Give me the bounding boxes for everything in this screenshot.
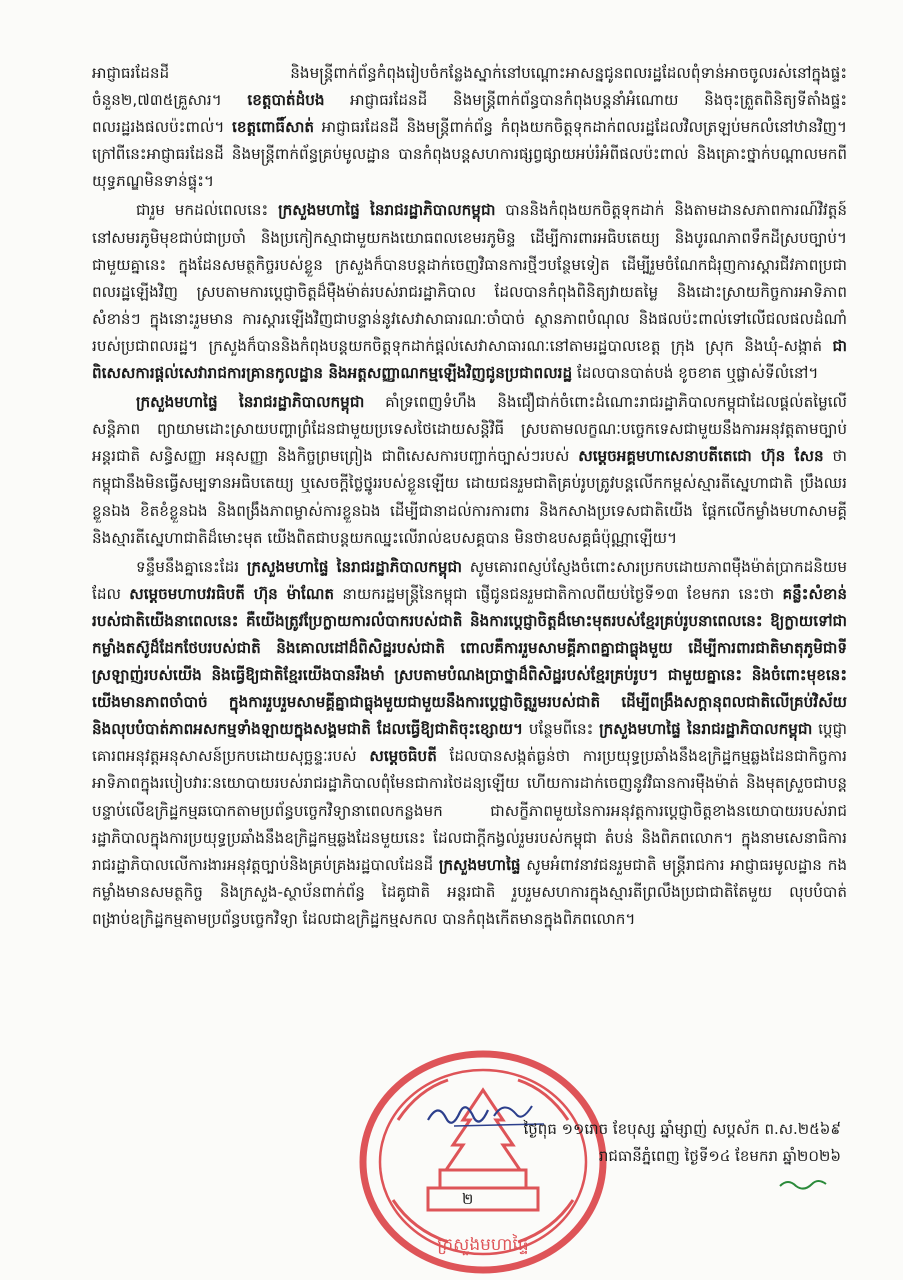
bold-run: ជាពិសេសការផ្ដល់សេវារាជការគ្រានកូលដ្ឋាន និងអត្តសញ្ញាណកម្មឡើងវិញជូនប្រជាពលរដ្ឋ <box>92 336 847 383</box>
bold-run: ខេត្តបាត់ដំបង <box>247 91 325 110</box>
text-run: សូមគោរពស្ញប់ស្ញែងចំពោះសារប្រកបដោយភាពម៉ឺងម៉ាត់ប្រាកដនិយមដែល <box>92 557 847 603</box>
text-run: អាជ្ញាធរដែនដី និងមន្ត្រីពាក់ព័ន្ធកំពុងរៀបចំកន្លែងស្នាក់នៅបណ្ដោះអាសន្នជូនពលរដ្ឋដែលពុំទាន់អាចចូលរស់នៅក្នុងផ្ទះចំនួន២,៧៣៥គ្រួសារ។ <box>92 64 847 110</box>
bold-run: គន្លឹះសំខាន់របស់ជាតិយើងនាពេលនេះ គឺយើងត្រូវប្រែក្លាយការលំបាករបស់ជាតិ និងការប្ដេជ្ញាចិត្តដ៏មោះមុតរបស់ខ្មែរគ្រប់រូបនាពេលនេះ ឱ្យក្លាយទៅជាកម្លាំងតស៊ូដ៏ដែកថែបរបស់ជាតិ និងគោលដៅដ៏ពិសិដ្ឋរបស់ជាតិ ពោលគឺការរួមសាមគ្គីភាពគ្នាជាធ្លុងមួយ ដើម្បីការពារជាតិមាតុភូមិជាទីស្រឡាញ់របស់យើង និងធ្វើឱ្យជាតិខ្មែរយើងបានរឹងមាំ ស្របតាមបំណងប្រាថ្នាដ៏ពិសិដ្ឋរបស់ខ្មែរគ្រប់រូប។ ជាមួយគ្នានេះ និងចំពោះមុខនេះ យើងមានភាពចាំបាច់ ក្នុងការរួបរួមសាមគ្គីគ្នាជាធ្លុងមួយជាមួយនឹងការប្ដេជ្ញាចិត្តរួមរបស់ជាតិ ដើម្បីពង្រឹងសក្ដានុពលជាតិលើគ្រប់វិស័យ និងលុបបំបាត់ភាពអសកម្មទាំងឡាយក្នុងសង្គមជាតិ ដែលធ្វើឱ្យជាតិចុះខ្សោយ។ <box>92 584 848 739</box>
bold-run: ក្រសួងមហាផ្ទៃ នៃរាជរដ្ឋាភិបាលកម្ពុជា <box>136 393 365 412</box>
page-number: ២ <box>462 1190 474 1208</box>
text-run: បន្ថែមពីនេះ <box>523 720 600 739</box>
bold-run: ក្រសួងមហាផ្ទៃ នៃរាជរដ្ឋាភិបាលកម្ពុជា <box>599 720 813 739</box>
seal-text: ក្រសួងមហាផ្ទៃ <box>437 1235 529 1255</box>
bold-run: ក្រសួងមហាផ្ទៃ <box>438 855 521 874</box>
text-run: អាជ្ញាធរដែនដី និងមន្ត្រីពាក់ព័ន្ធបានកំពុងបន្តនាំអំណោយ និងចុះត្រួតពិនិត្យទីតាំងផ្ទះពលរដ្ឋរងផលប៉ះពាល់។ <box>92 91 847 137</box>
text-run: ថា កម្ពុជានឹងមិនធ្វើសម្បទានអធិបតេយ្យ ឬសេចក្ដីថ្លៃថ្នូររបស់ខ្លួនឡើយ ដោយជនរួមជាតិគ្រប់រូបត្រូវបន្តលើកកម្ពស់ស្មារតីស្នេហាជាតិ ប្រឹងឈរខ្លួនឯង ខិតខំខ្លួនឯង និងពង្រឹងភាពម្ចាស់ការខ្លួនឯង ដើម្បីជានាដល់ការការពារ និងកសាងប្រទេសជាតិយើង ផ្ដែកលើកម្លាំងមហាសាមគ្គី និងស្មារតីស្នេហាជាតិដ៏មោះមុត យើងពិតជាបន្តយកឈ្នះលើរាល់ឧបសគ្គបាន មិនថាឧបសគ្គធំប៉ុណ្ណាឡើយ។ <box>92 447 847 547</box>
bold-run: ក្រសួងមហាផ្ទៃ នៃរាជរដ្ឋាភិបាលកម្ពុជា <box>246 557 463 576</box>
green-mark-icon <box>778 1176 828 1192</box>
paragraph-p1 <box>92 60 847 195</box>
dateline <box>511 1116 841 1170</box>
bold-run: សម្ដេចមហាបវរធិបតី ហ៊ុន ម៉ាណែត <box>129 584 335 603</box>
text-run: បាននិងកំពុងយកចិត្តទុកដាក់ និងតាមដានសភាពការណ៍វិវត្តន៍នៅសមរភូមិមុខជាប់ជាប្រចាំ និងប្រកៀកស្មាជាមួយកងយោធពលខេមរភូមិន្ទ ដើម្បីការពារអធិបតេយ្យ និងបូរណភាពទឹកដីស្របច្បាប់។ ជាមួយគ្នានេះ ក្នុងដែនសមត្ថកិច្ចរបស់ខ្លួន ក្រសួងក៏បានបន្តដាក់ចេញវិធានការថ្មីៗបន្ថែមទៀត ដើម្បីរួមចំណែកជំរុញការស្ដារជីវភាពប្រជាពលរដ្ឋឡើងវិញ ស្របតាមការប្ដេជ្ញាចិត្តដ៏មុឺងម៉ាត់របស់រាជរដ្ឋាភិបាល ដែលបានកំពុងពិនិត្យវាយតម្លៃ និងដោះស្រាយកិច្ចការអាទិភាពសំខាន់ៗ ក្នុងនោះរួមមាន ការស្ដារឡើងវិញជាបន្ទាន់នូវសេវាសាធារណៈចាំបាច់ ស្ថានភាពបំណុល និងផលប៉ះពាល់ទៅលើជលផលដំណាំរបស់ប្រជាពលរដ្ឋ។ ក្រសួងក៏បាននិងកំពុងបន្តយកចិត្តទុកដាក់ផ្ដល់សេវាសាធារណៈនៅតាមរដ្ឋបាលខេត្ត ក្រុង ស្រុក និងឃុំ-សង្កាត់ <box>92 201 848 355</box>
text-run: ប្ដេជ្ញាគោរពអនុវត្តអនុសាសន៍ប្រកបដោយសុច្ឆន្ទៈរបស់ <box>92 720 848 766</box>
bold-run: សម្ដេចធិបតី <box>369 747 437 766</box>
bold-run: ក្រសួងមហាផ្ទៃ នៃរាជរដ្ឋាភិបាលកម្ពុជា <box>278 201 496 220</box>
date-solar: រាជធានីភ្នំពេញ ថ្ងៃទី១៤ ខែមករា ឆ្នាំ២០២៦ <box>598 1147 841 1165</box>
paragraph-p2 <box>92 197 847 387</box>
text-run: គាំទ្រពេញទំហឹង និងជឿជាក់ចំពោះដំណោះរាជរដ្ឋាភិបាលកម្ពុជាដែលផ្ដល់តម្លៃលើសន្តិភាព ព្យាយាមដោះស្រាយបញ្ហាព្រំដែនជាមួយប្រទេសថៃដោយសន្តិវិធី ស្របតាមលក្ខណៈបច្ចេកទេសជាមួយនឹងការអនុវត្តតាមច្បាប់អន្តរជាតិ សន្ធិសញ្ញា អនុសញ្ញា និងកិច្ចព្រមព្រៀង ជាពិសេសការបញ្ជាក់ច្បាស់ៗរបស់ <box>92 393 848 466</box>
text-run: ទន្ទឹមនឹងគ្នានេះដែរ <box>136 557 247 576</box>
text-run: ដែលបានបាត់បង់ ខូចខាត ឬផ្លាស់ទីលំនៅ។ <box>572 364 819 383</box>
bold-run: ខេត្តពោធិ៍សាត់ <box>232 118 314 137</box>
document-body <box>92 60 847 935</box>
date-lunar: ថ្ងៃពុធ ១១រោច ខែបុស្ស ឆ្នាំម្សាញ់ សប្តស័ក ព.ស.២៥៦៩ <box>523 1120 841 1138</box>
text-run: ជារួម មកដល់ពេលនេះ <box>136 201 279 220</box>
text-run: នាយករដ្ឋមន្ត្រីនៃកម្ពុជា ផ្ញើជូនជនរួមជាតិកាលពីយប់ថ្ងៃទី១៣ ខែមករា នេះថា <box>334 584 783 603</box>
paragraph-p4 <box>92 554 847 933</box>
paragraph-p3 <box>92 389 847 552</box>
text-run: ដែលបានសង្កត់ធ្ងន់ថា ការប្រយុទ្ធប្រឆាំងនឹងឧក្រិដ្ឋកម្មឆ្លងដែនជាកិច្ចការអាទិភាពក្នុងរបៀបវារៈនយោបាយរបស់រាជរដ្ឋាភិបាលពុំមែនជាការថៃដន្យឡើយ ហើយការដាក់ចេញនូវវិធានការម៉ឺងម៉ាត់ និងមុតស្រួចជាបន្តបន្ទាប់លើឧក្រិដ្ឋកម្មឆបោកតាមប្រព័ន្ធបច្ចេកវិទ្យានាពេលកន្លងមក ជាសក្ខីភាពមួយនៃការអនុវត្តការប្ដេជ្ញាចិត្តខាងនយោបាយរបស់រាជរដ្ឋាភិបាលក្នុងការប្រយុទ្ធប្រឆាំងនឹងឧក្រិដ្ឋកម្មឆ្លងដែនមួយនេះ ដែលជាក្ដីកង្វល់រួមរបស់កម្ពុជា តំបន់ និងពិភពលោក។ ក្នុងនាមសេនាធិការរាជរដ្ឋាភិបាលលើការងារអនុវត្តច្បាប់និងគ្រប់គ្រងរដ្ឋបាលដែនដី <box>92 747 848 874</box>
text-run: សូមអំពាវនាវជនរួមជាតិ មន្ត្រីរាជការ អាជ្ញាធរមូលដ្ឋាន កងកម្លាំងមានសមត្ថកិច្ច និងក្រសួង-ស្ថាប័នពាក់ព័ន្ធ ដៃគូជាតិ អន្តរជាតិ រួបរួមសហការក្នុងស្មារតីព្រលឹងប្រជាជាតិតែមួយ លុបបំបាត់ពង្រាប់ឧក្រិដ្ឋកម្មតាមប្រព័ន្ធបច្ចេកវិទ្យា ដែលជាឧក្រិដ្ឋកម្មសកល បានកំពុងកើតមានក្នុងពិភពលោក។ <box>92 855 847 928</box>
bold-run: សម្ដេចអគ្គមហាសេនាបតីតេជោ ហ៊ុន សែន <box>578 447 824 466</box>
text-run: អាជ្ញាធរដែនដី និងមន្ត្រីពាក់ព័ន្ធ កំពុងយកចិត្តទុកដាក់ពលរដ្ឋដែលវិលត្រឡប់មកលំនៅឋានវិញ។ ក្រៅពីនេះអាជ្ញាធរដែនដី និងមន្ត្រីពាក់ព័ន្ធគ្រប់មូលដ្ឋាន បានកំពុងបន្តសហការផ្សព្វផ្សាយអប់រំអំពីផលប៉ះពាល់ និងគ្រោះថ្នាក់បណ្ដាលមកពីយុទ្ធភណ្ឌមិនទាន់ផ្ទុះ។ <box>92 118 847 191</box>
